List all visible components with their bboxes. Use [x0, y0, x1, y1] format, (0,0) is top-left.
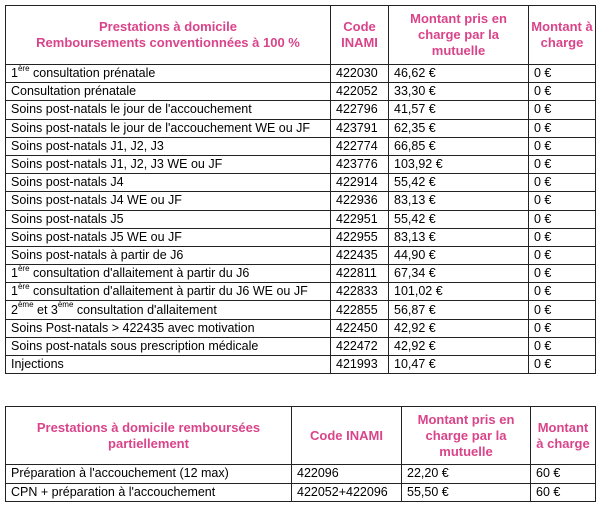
- cell-code: 422030: [331, 65, 389, 83]
- cell-prestation: [6, 174, 331, 192]
- table-row: [6, 83, 596, 101]
- cell-prestation: [6, 83, 331, 101]
- label-sup: ère: [17, 282, 30, 292]
- cell-code: 422096: [292, 465, 402, 484]
- cell-montant-mutuelle: 22,20 €: [402, 465, 531, 484]
- cell-montant-charge: 0 €: [529, 301, 596, 319]
- label-sup: ème: [17, 300, 34, 310]
- cell-code: 422450: [331, 319, 389, 337]
- cell-code: 422936: [331, 192, 389, 210]
- cell-montant-mutuelle: 42,92 €: [389, 337, 529, 355]
- cell-montant-mutuelle: 55,50 €: [402, 483, 531, 502]
- label-text: Soins post-natals sous prescription médicale: [11, 338, 259, 353]
- cell-montant-charge: 0 €: [529, 228, 596, 246]
- cell-montant-mutuelle: 42,92 €: [389, 319, 529, 337]
- cell-montant-mutuelle: 83,13 €: [389, 192, 529, 210]
- label-text: 2: [11, 302, 18, 317]
- table1-header-code: Code INAMI: [331, 6, 389, 65]
- cell-montant-mutuelle: 101,02 €: [389, 283, 529, 301]
- table-row: [6, 210, 596, 228]
- cell-montant-mutuelle: 56,87 €: [389, 301, 529, 319]
- cell-montant-mutuelle: 41,57 €: [389, 101, 529, 119]
- cell-code: 422435: [331, 246, 389, 264]
- cell-code: 423776: [331, 155, 389, 173]
- table-row: [6, 137, 596, 155]
- label-text: consultation d'allaitement: [73, 302, 217, 317]
- cell-prestation: [6, 137, 331, 155]
- cell-montant-mutuelle: 67,34 €: [389, 265, 529, 283]
- table-row: [6, 101, 596, 119]
- cell-code: 422955: [331, 228, 389, 246]
- table-row: [6, 265, 596, 283]
- cell-prestation: [6, 356, 331, 374]
- cell-montant-mutuelle: 62,35 €: [389, 119, 529, 137]
- label-text: Soins post-natals J4: [11, 175, 124, 190]
- cell-montant-charge: 0 €: [529, 356, 596, 374]
- table-row: [6, 174, 596, 192]
- cell-prestation: [6, 337, 331, 355]
- label-text: Consultation prénatale: [11, 84, 137, 99]
- cell-prestation: [6, 155, 331, 173]
- cell-prestation: [6, 192, 331, 210]
- cell-montant-charge: 0 €: [529, 337, 596, 355]
- cell-montant-charge: 0 €: [529, 174, 596, 192]
- label-text: 1: [11, 66, 18, 81]
- table2-header-code: Code INAMI: [292, 407, 402, 465]
- table2-header-montant-mutuelle: Montant pris en charge par la mutuelle: [402, 407, 531, 465]
- table-row: [6, 301, 596, 319]
- cell-montant-mutuelle: 55,42 €: [389, 174, 529, 192]
- cell-montant-charge: 60 €: [531, 465, 596, 484]
- cell-montant-charge: 0 €: [529, 137, 596, 155]
- table-row: [6, 465, 596, 484]
- cell-code: 423791: [331, 119, 389, 137]
- table1-header-row: [6, 6, 596, 65]
- cell-montant-mutuelle: 66,85 €: [389, 137, 529, 155]
- cell-montant-charge: 60 €: [531, 483, 596, 502]
- table-row: [6, 228, 596, 246]
- cell-montant-mutuelle: 10,47 €: [389, 356, 529, 374]
- label-text: Soins post-natals à partir de J6: [11, 247, 184, 262]
- table1-header-montant-charge: Montant à charge: [529, 6, 596, 65]
- cell-montant-charge: 0 €: [529, 83, 596, 101]
- table-row: [6, 356, 596, 374]
- label-text: Soins Post-natals > 422435 avec motivation: [11, 320, 255, 335]
- label-text: Soins post-natals le jour de l'accouchement: [11, 102, 252, 117]
- label-text: Soins post-natals le jour de l'accouchement WE ou JF: [11, 120, 311, 135]
- label-text: et 3: [33, 302, 58, 317]
- cell-prestation: [6, 265, 331, 283]
- cell-prestation: [6, 101, 331, 119]
- label-text: Soins post-natals J1, J2, J3 WE ou JF: [11, 157, 223, 172]
- cell-montant-charge: 0 €: [529, 246, 596, 264]
- cell-prestation: [6, 319, 331, 337]
- cell-code: 422774: [331, 137, 389, 155]
- cell-code: 422855: [331, 301, 389, 319]
- cell-code: 422796: [331, 101, 389, 119]
- label-text: Soins post-natals J1, J2, J3: [11, 138, 164, 153]
- table2-header-row: [6, 407, 596, 465]
- table-remboursements-100: [5, 5, 596, 374]
- cell-prestation: Préparation à l'accouchement (12 max): [6, 465, 292, 484]
- table-row: [6, 337, 596, 355]
- cell-montant-charge: 0 €: [529, 119, 596, 137]
- cell-code: 422052: [331, 83, 389, 101]
- table2-header-prestations: Prestations à domicile remboursées partiellement: [6, 407, 292, 465]
- cell-prestation: [6, 246, 331, 264]
- label-text: 1: [11, 266, 18, 281]
- table-row: [6, 246, 596, 264]
- cell-prestation: [6, 65, 331, 83]
- cell-montant-mutuelle: 103,92 €: [389, 155, 529, 173]
- cell-prestation: [6, 283, 331, 301]
- label-sup: ère: [17, 264, 30, 273]
- label-text: consultation d'allaitement à partir du J6: [29, 266, 250, 281]
- cell-montant-charge: 0 €: [529, 192, 596, 210]
- table-remboursements-partiels: [5, 406, 596, 502]
- cell-code: 422951: [331, 210, 389, 228]
- cell-montant-mutuelle: 33,30 €: [389, 83, 529, 101]
- table-row: [6, 483, 596, 502]
- label-sup: ère: [17, 64, 30, 73]
- cell-montant-mutuelle: 55,42 €: [389, 210, 529, 228]
- label-text: Soins post-natals J5: [11, 211, 124, 226]
- table-row: [6, 155, 596, 173]
- label-text: Soins post-natals J5 WE ou JF: [11, 229, 182, 244]
- label-text: Injections: [11, 357, 64, 372]
- label-text: 1: [11, 284, 18, 299]
- table1-header-prestations: Prestations à domicile Remboursements conventionnées à 100 %: [6, 6, 331, 65]
- cell-montant-charge: 0 €: [529, 319, 596, 337]
- table-row: [6, 119, 596, 137]
- cell-montant-charge: 0 €: [529, 155, 596, 173]
- cell-code: 422833: [331, 283, 389, 301]
- label-sup: ème: [57, 300, 74, 310]
- table-row: [6, 283, 596, 301]
- cell-prestation: [6, 210, 331, 228]
- cell-code: 422914: [331, 174, 389, 192]
- cell-montant-mutuelle: 46,62 €: [389, 65, 529, 83]
- cell-code: 421993: [331, 356, 389, 374]
- cell-montant-mutuelle: 83,13 €: [389, 228, 529, 246]
- cell-code: 422052+422096: [292, 483, 402, 502]
- cell-prestation: CPN + préparation à l'accouchement: [6, 483, 292, 502]
- label-text: consultation d'allaitement à partir du J6 WE ou JF: [29, 284, 308, 299]
- cell-montant-charge: 0 €: [529, 65, 596, 83]
- cell-code: 422811: [331, 265, 389, 283]
- cell-montant-charge: 0 €: [529, 101, 596, 119]
- cell-code: 422472: [331, 337, 389, 355]
- cell-montant-charge: 0 €: [529, 265, 596, 283]
- table-row: [6, 192, 596, 210]
- table2-header-montant-charge: Montant à charge: [531, 407, 596, 465]
- cell-prestation: [6, 228, 331, 246]
- cell-montant-charge: 0 €: [529, 283, 596, 301]
- cell-montant-charge: 0 €: [529, 210, 596, 228]
- cell-prestation: [6, 119, 331, 137]
- label-text: consultation prénatale: [29, 66, 156, 81]
- table-row: [6, 319, 596, 337]
- cell-montant-mutuelle: 44,90 €: [389, 246, 529, 264]
- table1-header-montant-mutuelle: Montant pris en charge par la mutuelle: [389, 6, 529, 65]
- cell-prestation: [6, 301, 331, 319]
- label-text: Soins post-natals J4 WE ou JF: [11, 193, 182, 208]
- table-row: [6, 65, 596, 83]
